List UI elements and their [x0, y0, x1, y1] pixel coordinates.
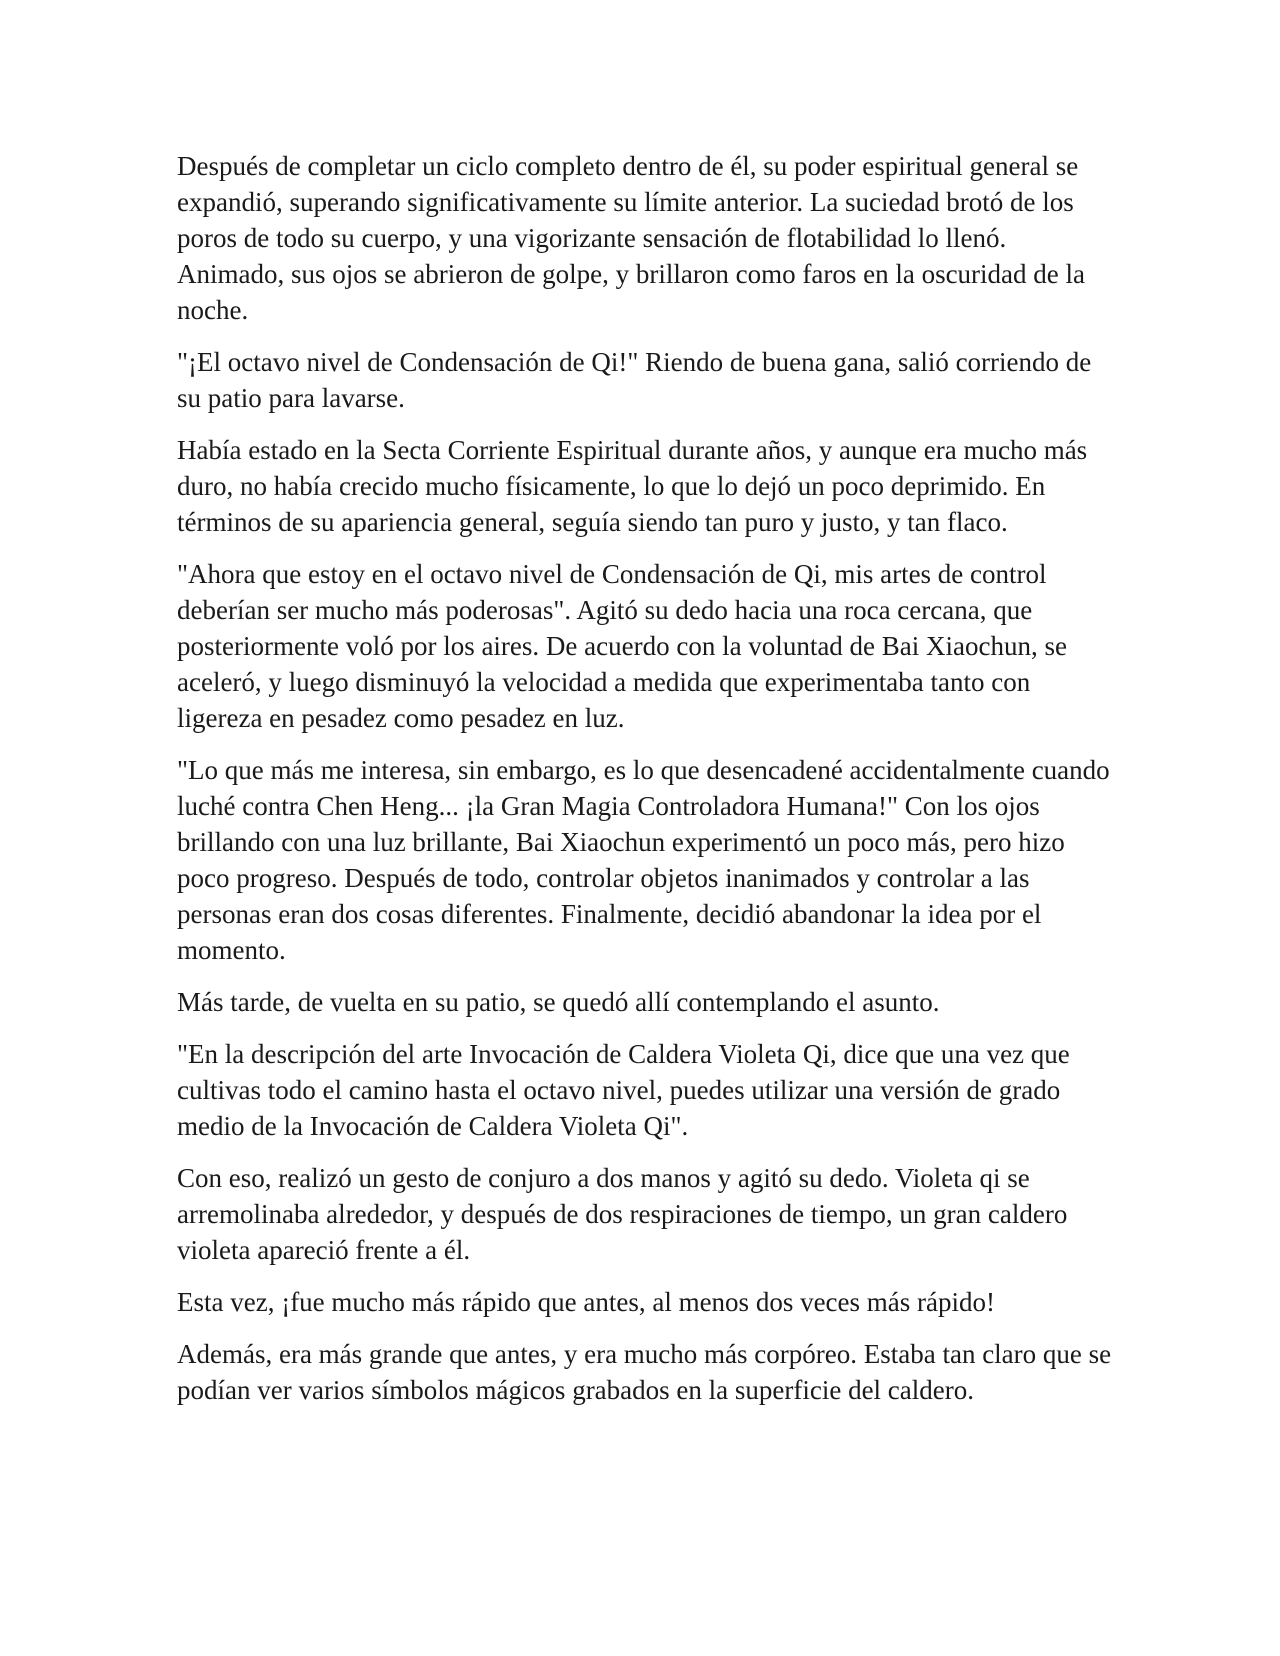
- paragraph-3: Había estado en la Secta Corriente Espiritual durante años, y aunque era mucho más duro, no había crecido mucho físicamente, lo que lo dejó un poco deprimido. En términos de su apariencia general, seguía siendo tan puro y justo, y tan flaco.: [177, 435, 1088, 537]
- paragraph-6: Más tarde, de vuelta en su patio, se quedó allí contemplando el asunto.: [177, 987, 940, 1017]
- paragraph-8: Con eso, realizó un gesto de conjuro a dos manos y agitó su dedo. Violeta qi se arremolinaba alrededor, y después de dos respiraciones de tiempo, un gran caldero violeta apareció frente a él.: [177, 1163, 1068, 1265]
- paragraph-9: Esta vez, ¡fue mucho más rápido que antes, al menos dos veces más rápido!: [177, 1287, 995, 1317]
- paragraph-5: "Lo que más me interesa, sin embargo, es lo que desencadené accidentalmente cuando luché contra Chen Heng... ¡la Gran Magia Controladora Humana!" Con los ojos brillando con una luz brillante, Bai Xiaochun experimentó un poco más, pero hizo poco progreso. Después de todo, controlar objetos inanimados y controlar a las personas eran dos cosas diferentes. Finalmente, decidió abandonar la idea por el momento.: [177, 755, 1110, 965]
- paragraph-2: "¡El octavo nivel de Condensación de Qi!" Riendo de buena gana, salió corriendo de su patio para lavarse.: [177, 347, 1092, 413]
- paragraph-7: "En la descripción del arte Invocación de Caldera Violeta Qi, dice que una vez que cultivas todo el camino hasta el octavo nivel, puedes utilizar una versión de grado medio de la Invocación de Caldera Violeta Qi".: [177, 1039, 1070, 1141]
- document-body: [177, 148, 1117, 1424]
- paragraph-4: "Ahora que estoy en el octavo nivel de Condensación de Qi, mis artes de control deberían ser mucho más poderosas". Agitó su dedo hacia una roca cercana, que posteriormente voló por los aires. De acuerdo con la voluntad de Bai Xiaochun, se aceleró, y luego disminuyó la velocidad a medida que experimentaba tanto con ligereza en pesadez como pesadez en luz.: [177, 559, 1067, 733]
- paragraph-1: Después de completar un ciclo completo dentro de él, su poder espiritual general se expandió, superando significativamente su límite anterior. La suciedad brotó de los poros de todo su cuerpo, y una vigorizante sensación de flotabilidad lo llenó. Animado, sus ojos se abrieron de golpe, y brillaron como faros en la oscuridad de la noche.: [177, 151, 1086, 325]
- paragraph-10: Además, era más grande que antes, y era mucho más corpóreo. Estaba tan claro que se podían ver varios símbolos mágicos grabados en la superficie del caldero.: [177, 1339, 1112, 1405]
